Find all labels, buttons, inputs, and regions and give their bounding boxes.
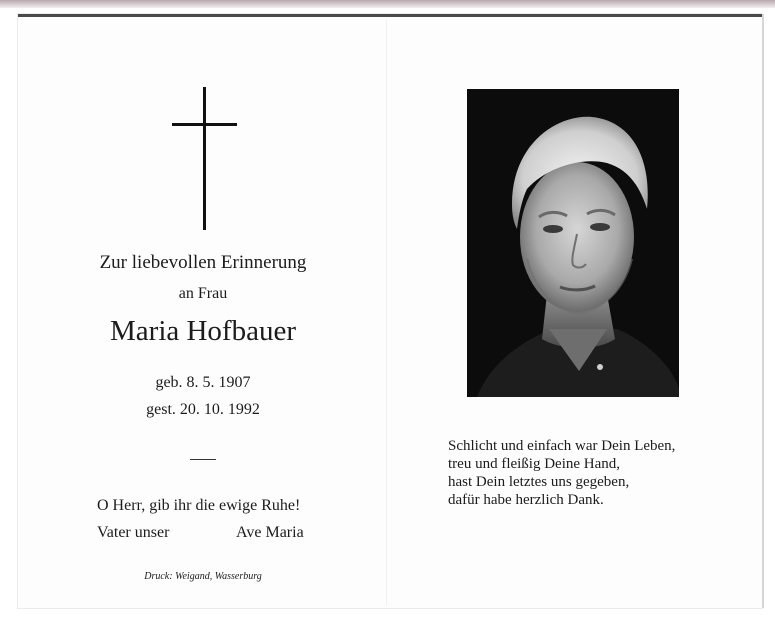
card-top-border	[18, 14, 762, 17]
prayer-vater-unser: Vater unser	[97, 524, 170, 541]
deceased-name: Maria Hofbauer	[110, 315, 296, 347]
poem-line: Schlicht und einfach war Dein Leben,	[448, 438, 676, 454]
cross-icon-bar	[172, 123, 237, 126]
cross-icon	[203, 87, 206, 230]
birth-date: geb. 8. 5. 1907	[155, 374, 251, 391]
prayer-ave-maria: Ave Maria	[236, 524, 304, 541]
poem-line: hast Dein letztes uns gegeben,	[448, 474, 630, 490]
card-fold	[386, 20, 387, 605]
poem	[448, 437, 675, 509]
printer-credit: Druck: Weigand, Wasserburg	[144, 571, 262, 582]
scan-top-edge	[0, 0, 775, 8]
portrait-photo	[467, 89, 679, 397]
card-right-edge	[762, 14, 764, 608]
poem-line: dafür habe herzlich Dank.	[448, 492, 604, 508]
poem-line: treu und fleißig Deine Hand,	[448, 456, 621, 472]
death-date: gest. 20. 10. 1992	[146, 401, 260, 418]
salutation: an Frau	[178, 285, 228, 302]
memory-heading: Zur liebevollen Erinnerung	[99, 252, 307, 273]
prayer-line: O Herr, gib ihr die ewige Ruhe!	[97, 497, 301, 514]
divider	[190, 459, 216, 460]
